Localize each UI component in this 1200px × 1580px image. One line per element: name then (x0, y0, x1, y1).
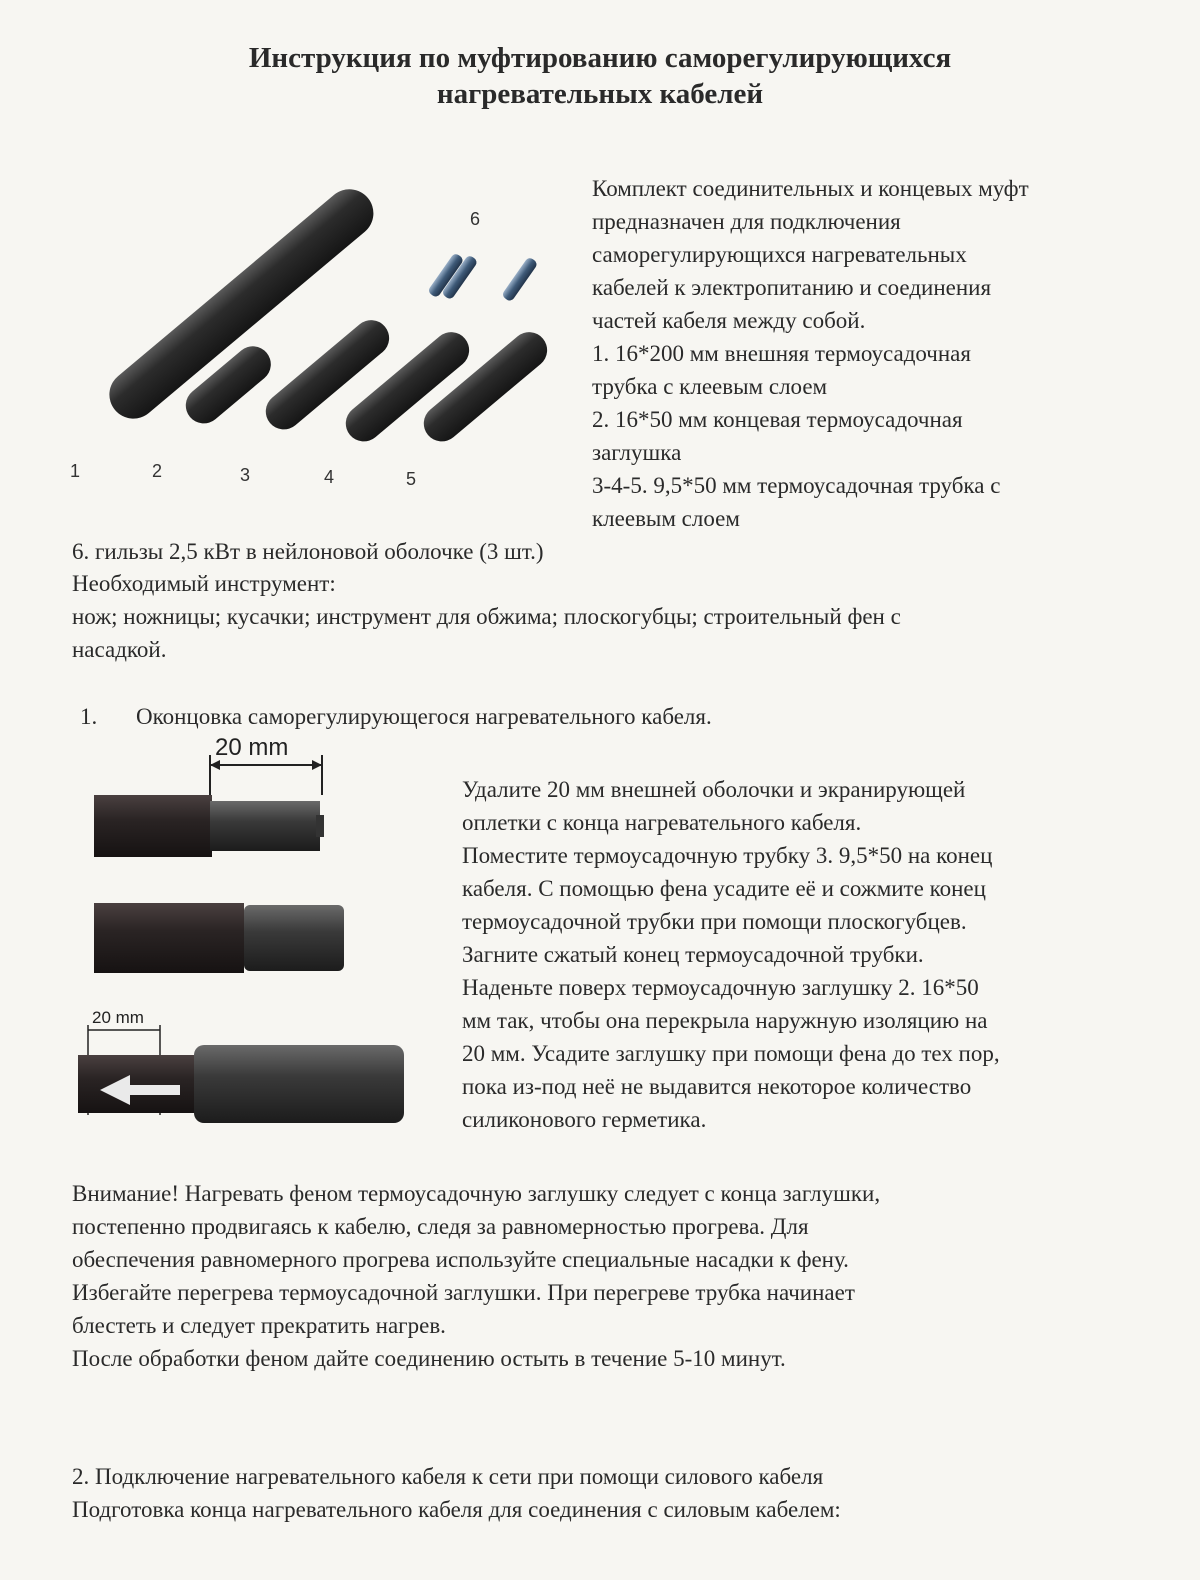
kit-components-figure (60, 185, 580, 495)
warning-line: После обработки феном дайте соединению остыть в течение 5-10 минут. (72, 1346, 786, 1371)
instruction-line: термоусадочной трубки при помощи плоскогубцев. (462, 909, 967, 934)
tools-line: насадкой. (72, 637, 167, 662)
title-line-2: нагревательных кабелей (436, 78, 764, 110)
instruction-line: кабеля. С помощью фена усадите её и сожмите конец (462, 876, 986, 901)
instruction-line: Поместите термоусадочную трубку 3. 9,5*50 на конец (462, 843, 993, 868)
kit-label-3: 3 (240, 465, 251, 485)
warning-line: блестеть и следует прекратить нагрев. (72, 1313, 446, 1338)
section-2-subheading: Подготовка конца нагревательного кабеля для соединения с силовым кабелем: (72, 1497, 841, 1522)
intro-line: частей кабеля между собой. (592, 308, 866, 333)
intro-line: 3-4-5. 9,5*50 мм термоусадочная трубка с (592, 473, 1001, 498)
tools-block (72, 567, 1162, 666)
crimp-sleeves (427, 252, 538, 302)
intro-line: трубка с клеевым слоем (592, 374, 828, 399)
instruction-line: Удалите 20 мм внешней оболочки и экранирующей (462, 777, 966, 802)
title-line-1: Инструкция по муфтированию саморегулирующихся (248, 42, 952, 74)
tools-line: нож; ножницы; кусачки; инструмент для обжима; плоскогубцы; строительный фен с (72, 604, 901, 629)
document-title (100, 40, 1100, 112)
kit-label-1: 1 (70, 461, 81, 481)
instruction-line: мм так, чтобы она перекрыла наружную изоляцию на (462, 1008, 988, 1033)
intro-line: предназначен для подключения (592, 209, 901, 234)
intro-line: Комплект соединительных и концевых муфт (592, 176, 1029, 201)
warning-block (72, 1177, 1162, 1375)
kit-label-4: 4 (324, 467, 335, 487)
instruction-line: Загните сжатый конец термоусадочной трубки. (462, 942, 924, 967)
intro-line: саморегулирующихся нагревательных (592, 242, 967, 267)
instruction-line: пока из-под неё не выдавится некоторое количество (462, 1074, 972, 1099)
dimension-label-bottom: 20 mm (92, 1008, 144, 1027)
dimension-label-top: 20 mm (215, 735, 289, 761)
warning-line: обеспечения равномерного прогрева используйте специальные насадки к фену. (72, 1247, 849, 1272)
kit-label-6: 6 (470, 209, 481, 229)
instruction-line: оплетки с конца нагревательного кабеля. (462, 810, 862, 835)
intro-line: клеевым слоем (592, 506, 740, 531)
kit-label-5: 5 (406, 469, 417, 489)
section-1-title: Оконцовка саморегулирующегося нагревательного кабеля. (136, 704, 712, 729)
section-1-number: 1. (80, 704, 98, 729)
intro-line: кабелей к электропитанию и соединения (592, 275, 992, 300)
section-1-heading (80, 700, 712, 733)
warning-line: постепенно продвигаясь к кабелю, следя за равномерностью прогрева. Для (72, 1214, 809, 1239)
step-1-image (94, 735, 324, 857)
step-2-image (94, 903, 344, 973)
kit-label-2: 2 (152, 461, 163, 481)
warning-line: Внимание! Нагревать феном термоусадочную заглушку следует с конца заглушки, (72, 1181, 881, 1206)
section-1-instructions (462, 773, 1162, 1136)
section-2-block (72, 1460, 1162, 1526)
instruction-line: 20 мм. Усадите заглушку при помощи фена до тех пор, (462, 1041, 1000, 1066)
instruction-line: силиконового герметика. (462, 1107, 707, 1132)
section-2-heading: 2. Подключение нагревательного кабеля к сети при помощи силового кабеля (72, 1464, 824, 1489)
warning-line: Избегайте перегрева термоусадочной заглушки. При перегреве трубка начинает (72, 1280, 855, 1305)
step-3-image (78, 1008, 404, 1123)
kit-description (592, 172, 1172, 535)
kit-item-6-text: 6. гильзы 2,5 кВт в нейлоновой оболочке (3 шт.) (72, 539, 544, 564)
intro-line: 2. 16*50 мм концевая термоусадочная (592, 407, 963, 432)
termination-steps-figure (60, 735, 450, 1135)
intro-line: заглушка (592, 440, 682, 465)
tools-heading: Необходимый инструмент: (72, 571, 336, 596)
instruction-line: Наденьте поверх термоусадочную заглушку 2. 16*50 (462, 975, 979, 1000)
intro-line: 1. 16*200 мм внешняя термоусадочная (592, 341, 971, 366)
kit-item-6 (72, 535, 1162, 568)
